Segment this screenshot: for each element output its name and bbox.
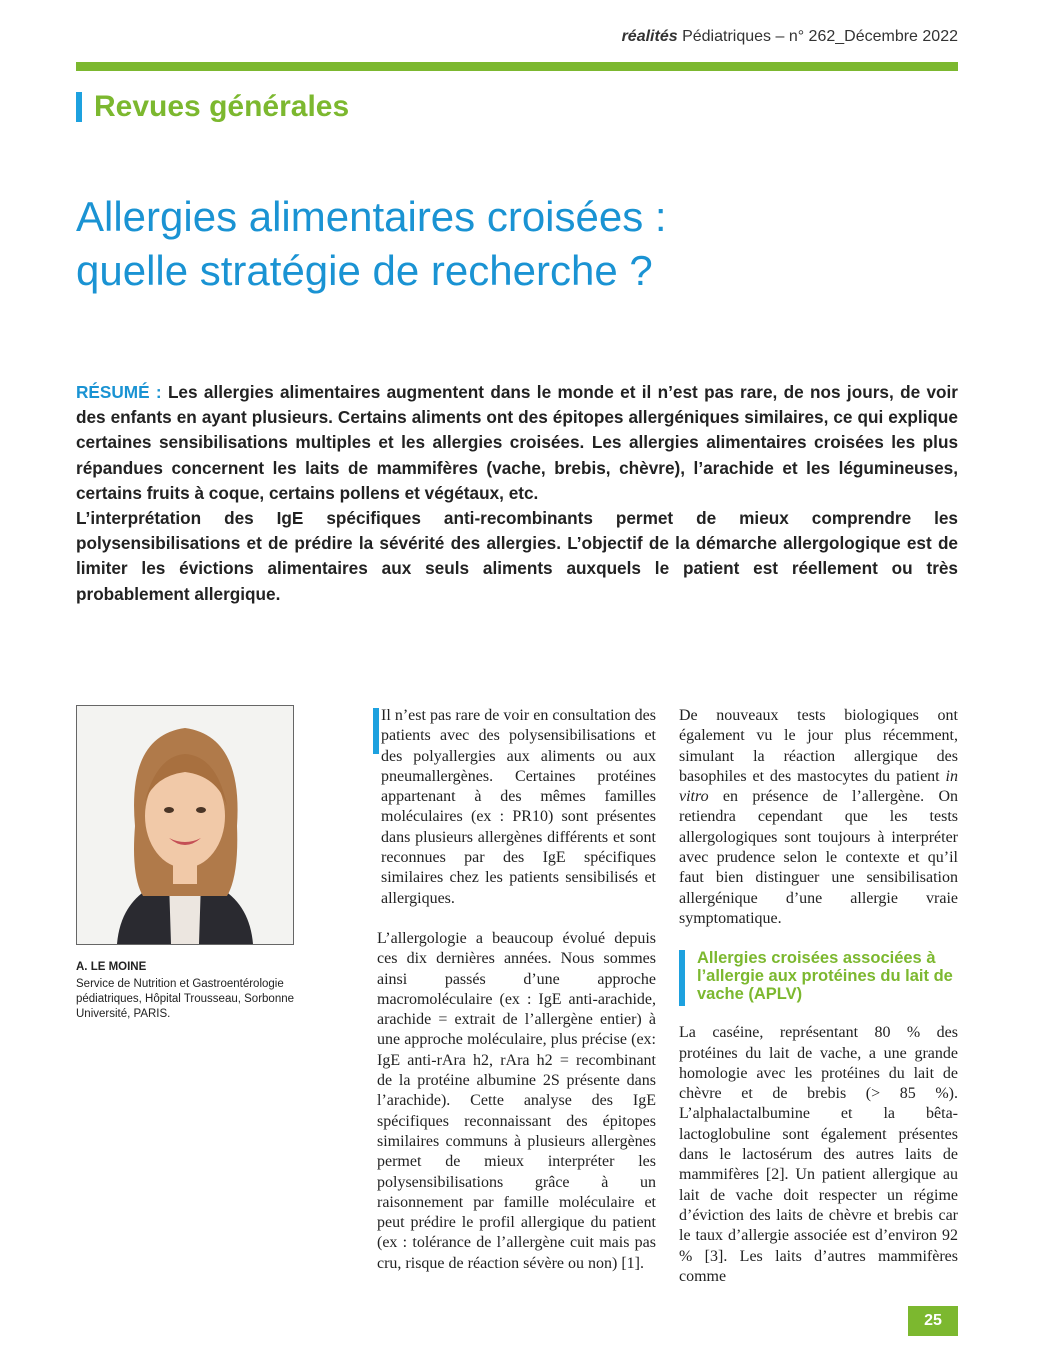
- section-tag: [76, 88, 349, 126]
- running-header: [622, 28, 958, 46]
- author-portrait: [77, 706, 293, 944]
- body-emphasis: in vitro: [679, 767, 958, 806]
- section-marker: [76, 92, 82, 122]
- issue-info: Pédiatriques – n° 262_Décembre 2022: [682, 28, 958, 45]
- intro-paragraph-wrap: [377, 706, 656, 909]
- subheading-marker: [679, 950, 685, 1006]
- body-column-1: [377, 706, 656, 1294]
- subheading-text: Allergies croisées associées à l’allergie aux protéines du lait de vache (APLV): [697, 949, 953, 1004]
- abstract-label: RÉSUMÉ :: [76, 382, 162, 402]
- abstract-text-1: Les allergies alimentaires augmentent dans le monde et il n’est pas rare, de nos jours, de voir des enfants en ayant plusieurs. Certains aliments ont des épitopes allergéniques similaires, ce qui explique certaines sensibilisations multiples et les allergies croisées. Les allergies alimentaires croisées les plus répandues concernent les laits de mammifères (vache, brebis, chèvre), l’arachide et les légumineuses, certains fruits à coque, certains pollens et végétaux, etc.: [76, 382, 958, 503]
- section-label: Revues générales: [94, 90, 350, 123]
- body-paragraph: Il n’est pas rare de voir en consultation des patients avec des polysensibilisations et des polyallergies aux aliments ou aux pneumallergènes. Certaines protéines appartenant à des mêmes familles moléculaires (ex : PR10) sont présentes dans plusieurs allergènes différents et sont reconnues par des IgE spécifiques similaires chez les patients sensibilisés et allergiques.: [381, 707, 656, 907]
- body-paragraph: [679, 706, 958, 929]
- title-line-1: Allergies alimentaires croisées :: [76, 193, 667, 240]
- author-photo: [76, 705, 294, 945]
- dropcap-marker: [373, 708, 379, 754]
- journal-name: réalités: [621, 28, 678, 45]
- author-name: A. LE MOINE: [76, 961, 147, 973]
- subheading: [679, 949, 958, 1003]
- body-text: De nouveaux tests biologiques ont également vu le jour plus récemment, simulant la réaction allergique des basophiles et des mastocytes du patient: [679, 707, 958, 785]
- author-affiliation: Service de Nutrition et Gastroentérologie pédiatriques, Hôpital Trousseau, Sorbonne Université, PARIS.: [76, 978, 295, 1020]
- header-rule: [76, 62, 958, 71]
- abstract: [76, 380, 958, 607]
- page-number: 25: [908, 1306, 958, 1336]
- body-text: en présence de l’allergène. On retiendra cependant que les tests allergologiques sont toujours à interpréter avec prudence selon le contexte et qu’il faut bien distinguer une sensibilisation allergénique d’une allergie vraie symptomatique.: [679, 788, 958, 927]
- title-line-2: quelle stratégie de recherche ?: [76, 247, 653, 294]
- body-paragraph: L’allergologie a beaucoup évolué depuis ces dix dernières années. Nous sommes ainsi passés d’une approche macromoléculaire (ex : IgE anti-arachide, arachide = extrait de l’allergène entier) à une approche moléculaire, plus précise (ex: IgE anti-rAra h2, rAra h2 = recombinant de la protéine albumine 2S présente dans l’arachide). Cette analyse des IgE spécifiques reconnaissant des épitopes similaires communs à plusieurs allergènes permet de mieux interpréter les polysensibilisations grâce à un raisonnement par famille moléculaire et peut prédire le profil allergique du patient (ex : tolérance de l’allergène cuit mais pas cru, risque de réaction sévère ou non) [1].: [377, 929, 656, 1272]
- body-column-2: [679, 706, 958, 1307]
- author-block: [76, 960, 316, 1022]
- abstract-para-2: L’interprétation des IgE spécifiques anti-recombinants permet de mieux comprendre les polysensibilisations et de prédire la sévérité des allergies. L’objectif de la démarche allergologique est de limiter les évictions alimentaires aux seuls aliments auxquels le patient est réellement ou très probablement allergique.: [76, 508, 958, 604]
- abstract-para-1: [76, 380, 958, 506]
- article-title: [76, 190, 956, 298]
- body-paragraph: La caséine, représentant 80 % des protéines du lait de vache, a une grande homologie avec les protéines du lait de chèvre et de brebis (> 85 %). L’alphalactalbumine et la bêta-lactoglobuline sont également présentes dans le lactosérum des autres laits de mammifères [2]. Un patient allergique au lait de vache doit respecter un régime d’éviction des laits de chèvre et brebis car le taux d’allergie associée est d’environ 92 % [3]. Les laits d’autres mammifères comme: [679, 1024, 958, 1285]
